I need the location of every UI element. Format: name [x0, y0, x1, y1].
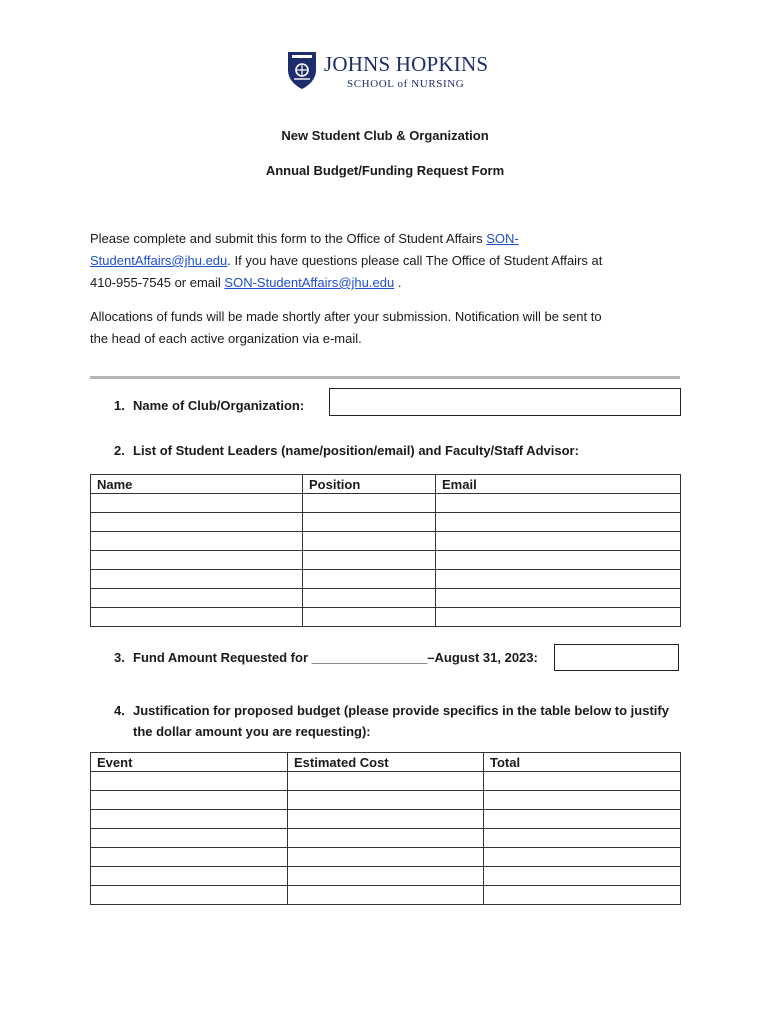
- logo-sub-text: SCHOOL of NURSING: [347, 78, 465, 90]
- table-cell[interactable]: [303, 570, 436, 589]
- question-2-number: 2.: [114, 443, 125, 458]
- email-link-2[interactable]: SON-StudentAffairs@jhu.edu: [224, 275, 395, 290]
- question-3-number: 3.: [114, 650, 125, 665]
- table-header-row: [91, 753, 681, 772]
- leaders-table: [90, 474, 681, 627]
- question-3-label: Fund Amount Requested for ________________–August 31, 2023:: [133, 650, 538, 665]
- table-cell[interactable]: [303, 532, 436, 551]
- question-4-number: 4.: [114, 703, 125, 718]
- table-cell[interactable]: [303, 513, 436, 532]
- form-subtitle: Annual Budget/Funding Request Form: [265, 163, 505, 178]
- table-cell[interactable]: [288, 791, 484, 810]
- question-4-line-1: [114, 700, 669, 721]
- column-header-email: Email: [436, 475, 681, 494]
- shield-icon: [286, 50, 318, 90]
- question-3: [114, 650, 538, 665]
- question-2: [114, 443, 579, 458]
- section-divider: [90, 376, 680, 379]
- table-cell[interactable]: [303, 589, 436, 608]
- table-cell[interactable]: [91, 570, 303, 589]
- question-2-label: List of Student Leaders (name/position/email) and Faculty/Staff Advisor:: [133, 443, 579, 458]
- table-cell[interactable]: [91, 608, 303, 627]
- question-4-label-2: the dollar amount you are requesting):: [133, 724, 371, 739]
- table-cell[interactable]: [303, 608, 436, 627]
- club-name-field[interactable]: [329, 388, 681, 416]
- table-cell[interactable]: [436, 551, 681, 570]
- table-cell[interactable]: [436, 494, 681, 513]
- logo-main-text: JOHNS HOPKINS: [324, 52, 489, 76]
- table-header-row: [91, 475, 681, 494]
- intro-text-c: .: [394, 275, 402, 290]
- column-header-event: Event: [91, 753, 288, 772]
- table-row: [91, 589, 681, 608]
- table-cell[interactable]: [91, 494, 303, 513]
- table-cell[interactable]: [288, 867, 484, 886]
- table-row: [91, 886, 681, 905]
- table-cell[interactable]: [91, 589, 303, 608]
- budget-table: [90, 752, 681, 905]
- table-row: [91, 791, 681, 810]
- intro-paragraph: [90, 228, 610, 294]
- table-row: [91, 513, 681, 532]
- question-4: [114, 700, 669, 742]
- table-cell[interactable]: [288, 886, 484, 905]
- table-cell[interactable]: [484, 772, 681, 791]
- table-row: [91, 772, 681, 791]
- question-1-label: Name of Club/Organization:: [133, 398, 305, 413]
- question-4-label-1: Justification for proposed budget (please provide specifics in the table below to justify: [133, 703, 669, 718]
- question-1-number: 1.: [114, 398, 125, 413]
- table-cell[interactable]: [91, 513, 303, 532]
- table-cell[interactable]: [288, 772, 484, 791]
- table-cell[interactable]: [288, 848, 484, 867]
- intro-text-a: Please complete and submit this form to the Office of Student Affairs: [90, 231, 487, 246]
- table-row: [91, 570, 681, 589]
- table-cell[interactable]: [484, 848, 681, 867]
- jhu-son-logo: [286, 50, 489, 94]
- table-cell[interactable]: [436, 589, 681, 608]
- table-cell[interactable]: [436, 532, 681, 551]
- table-cell[interactable]: [91, 551, 303, 570]
- table-cell[interactable]: [436, 608, 681, 627]
- email-link-1[interactable]: SON-StudentAffairs@jhu.edu: [90, 231, 519, 268]
- table-cell[interactable]: [484, 886, 681, 905]
- column-header-position: Position: [303, 475, 436, 494]
- intro-text-b: . If you have questions please call The Office of Student Affairs at 410-955-7545 or email: [90, 253, 603, 290]
- table-row: [91, 829, 681, 848]
- table-cell[interactable]: [91, 791, 288, 810]
- table-cell[interactable]: [91, 829, 288, 848]
- table-cell[interactable]: [288, 810, 484, 829]
- question-1: [114, 398, 304, 413]
- table-cell[interactable]: [91, 886, 288, 905]
- table-cell[interactable]: [484, 810, 681, 829]
- table-cell[interactable]: [484, 867, 681, 886]
- table-cell[interactable]: [303, 551, 436, 570]
- table-cell[interactable]: [484, 791, 681, 810]
- table-row: [91, 867, 681, 886]
- table-row: [91, 532, 681, 551]
- table-cell[interactable]: [288, 829, 484, 848]
- column-header-name: Name: [91, 475, 303, 494]
- allocation-paragraph: Allocations of funds will be made shortly after your submission. Notification will be sent to the head of each active organization via e-mail.: [90, 309, 602, 346]
- table-cell[interactable]: [436, 570, 681, 589]
- form-title: New Student Club & Organization: [281, 128, 489, 143]
- table-row: [91, 848, 681, 867]
- table-cell[interactable]: [91, 867, 288, 886]
- table-cell[interactable]: [91, 810, 288, 829]
- table-cell[interactable]: [436, 513, 681, 532]
- table-cell[interactable]: [303, 494, 436, 513]
- table-cell[interactable]: [91, 848, 288, 867]
- table-cell[interactable]: [484, 829, 681, 848]
- table-row: [91, 551, 681, 570]
- table-row: [91, 608, 681, 627]
- fund-amount-field[interactable]: [554, 644, 679, 671]
- column-header-estimated-cost: Estimated Cost: [288, 753, 484, 772]
- table-cell[interactable]: [91, 772, 288, 791]
- table-row: [91, 810, 681, 829]
- column-header-total: Total: [484, 753, 681, 772]
- table-cell[interactable]: [91, 532, 303, 551]
- table-row: [91, 494, 681, 513]
